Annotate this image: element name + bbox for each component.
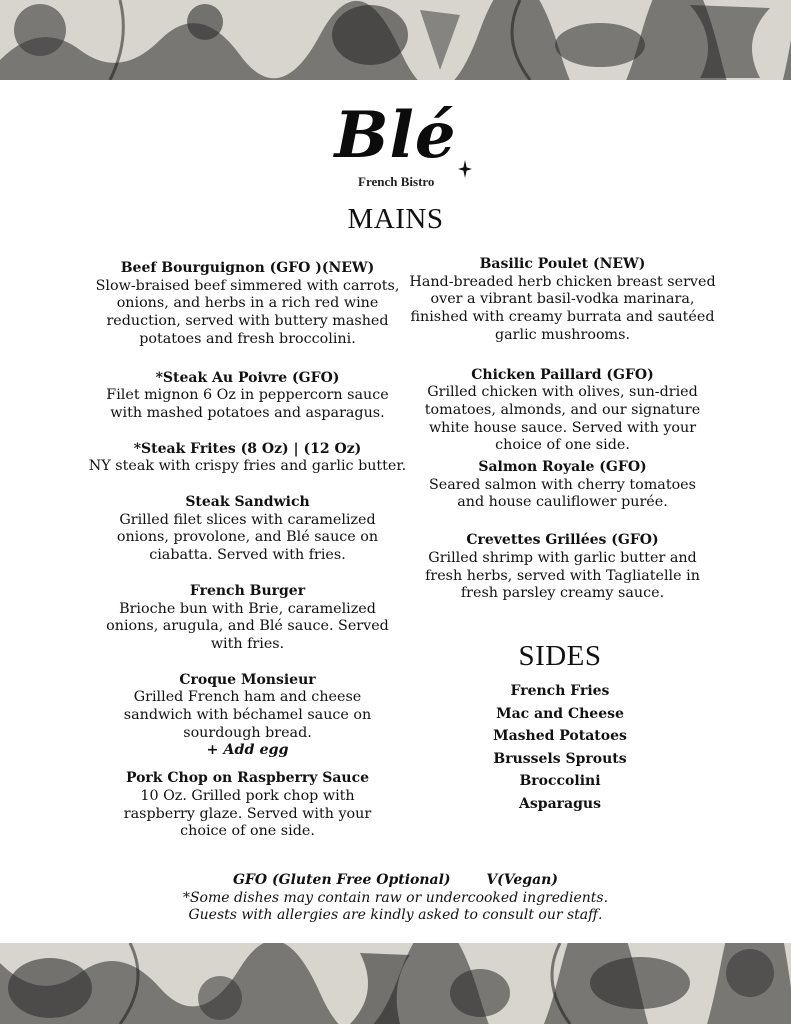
menu-item-name: Steak Sandwich: [185, 494, 310, 511]
menu-item-name: Salmon Royale (GFO): [478, 459, 647, 476]
menu-item: [80, 672, 415, 761]
restaurant-logo: [0, 100, 791, 192]
menu-item-description: NY steak with crispy fries and garlic butter.: [88, 458, 407, 475]
logo-subtitle: French Bistro: [358, 174, 435, 189]
menu-item-addon: + Add egg: [206, 742, 289, 759]
dietary-legend: [0, 872, 791, 890]
gfo-legend: GFO (Gluten Free Optional): [233, 872, 451, 888]
side-item: Mashed Potatoes: [493, 728, 627, 745]
vegan-legend: V(Vegan): [486, 872, 558, 888]
mains-heading: MAINS: [347, 203, 444, 235]
menu-item-name: Basilic Poulet (NEW): [479, 256, 646, 272]
menu-item-description: Grilled French ham and cheese sandwich with béchamel sauce on sourdough bread.: [123, 689, 372, 741]
menu-item: [405, 256, 720, 345]
menu-item-description: Slow-braised beef simmered with carrots, onions, and herbs in a rich red wine reduction, served with buttery mashed potatoes and fresh broccolini.: [95, 277, 400, 347]
menu-item: [80, 770, 415, 841]
menu-item-description: Filet mignon 6 Oz in peppercorn sauce with mashed potatoes and asparagus.: [106, 387, 389, 421]
menu-item: [405, 459, 720, 512]
menu-item: [80, 494, 415, 565]
mains-left-column: [80, 260, 415, 841]
side-item: Mac and Cheese: [496, 705, 624, 722]
menu-item-description: 10 Oz. Grilled pork chop with raspberry glaze. Served with your choice of one side.: [123, 787, 372, 840]
menu-item: [80, 370, 415, 423]
menu-item: [80, 260, 415, 349]
logo-script-wordmark: Blé: [334, 98, 457, 173]
side-item: French Fries: [510, 683, 610, 699]
menu-item: [405, 532, 720, 603]
decorative-toile-band-bottom: [0, 943, 791, 1024]
menu-item: [405, 367, 720, 456]
menu-item-name: Croque Monsieur: [179, 671, 316, 688]
side-item: Broccolini: [519, 773, 601, 790]
menu-footer: [0, 872, 791, 925]
menu-item: [80, 441, 415, 476]
menu-item-name: Crevettes Grillées (GFO): [466, 532, 659, 549]
side-item: Brussels Sprouts: [493, 750, 627, 767]
raw-food-notice: *Some dishes may contain raw or undercooked ingredients.: [182, 889, 609, 906]
menu-item-description: Hand-breaded herb chicken breast served over a vibrant basil-vodka marinara, finished with creamy burrata and sautéed garlic mushrooms.: [409, 273, 716, 343]
sides-heading: SIDES: [518, 640, 602, 672]
side-item: Asparagus: [519, 795, 601, 812]
menu-item-description: Grilled chicken with olives, sun-dried tomatoes, almonds, and our signature white house sauce. Served with your choice of one side.: [424, 384, 701, 454]
sparkle-star-icon: [458, 160, 472, 178]
menu-item-description: Seared salmon with cherry tomatoes and house cauliflower purée.: [429, 476, 696, 511]
menu-item-description: Grilled filet slices with caramelized onions, provolone, and Blé sauce on ciabatta. Served with fries.: [116, 511, 379, 564]
mains-right-column: [405, 256, 720, 603]
menu-item-name: French Burger: [189, 582, 306, 599]
menu-item-name: *Steak Frites (8 Oz) | (12 Oz): [133, 440, 362, 457]
menu-item-description: Grilled shrimp with garlic butter and fresh herbs, served with Tagliatelle in fresh parsley creamy sauce.: [425, 549, 700, 602]
menu-item-name: Chicken Paillard (GFO): [471, 366, 654, 383]
allergy-notice: Guests with allergies are kindly asked to consult our staff.: [188, 907, 603, 923]
menu-item-name: Pork Chop on Raspberry Sauce: [125, 770, 370, 787]
sides-list: [440, 680, 680, 816]
menu-item: [80, 583, 415, 654]
menu-item-name: Beef Bourguignon (GFO )(NEW): [120, 260, 375, 276]
menu-item-description: Brioche bun with Brie, caramelized onions, arugula, and Blé sauce. Served with fries.: [106, 600, 389, 652]
menu-item-name: *Steak Au Poivre (GFO): [155, 369, 340, 386]
decorative-toile-band-top: [0, 0, 791, 80]
